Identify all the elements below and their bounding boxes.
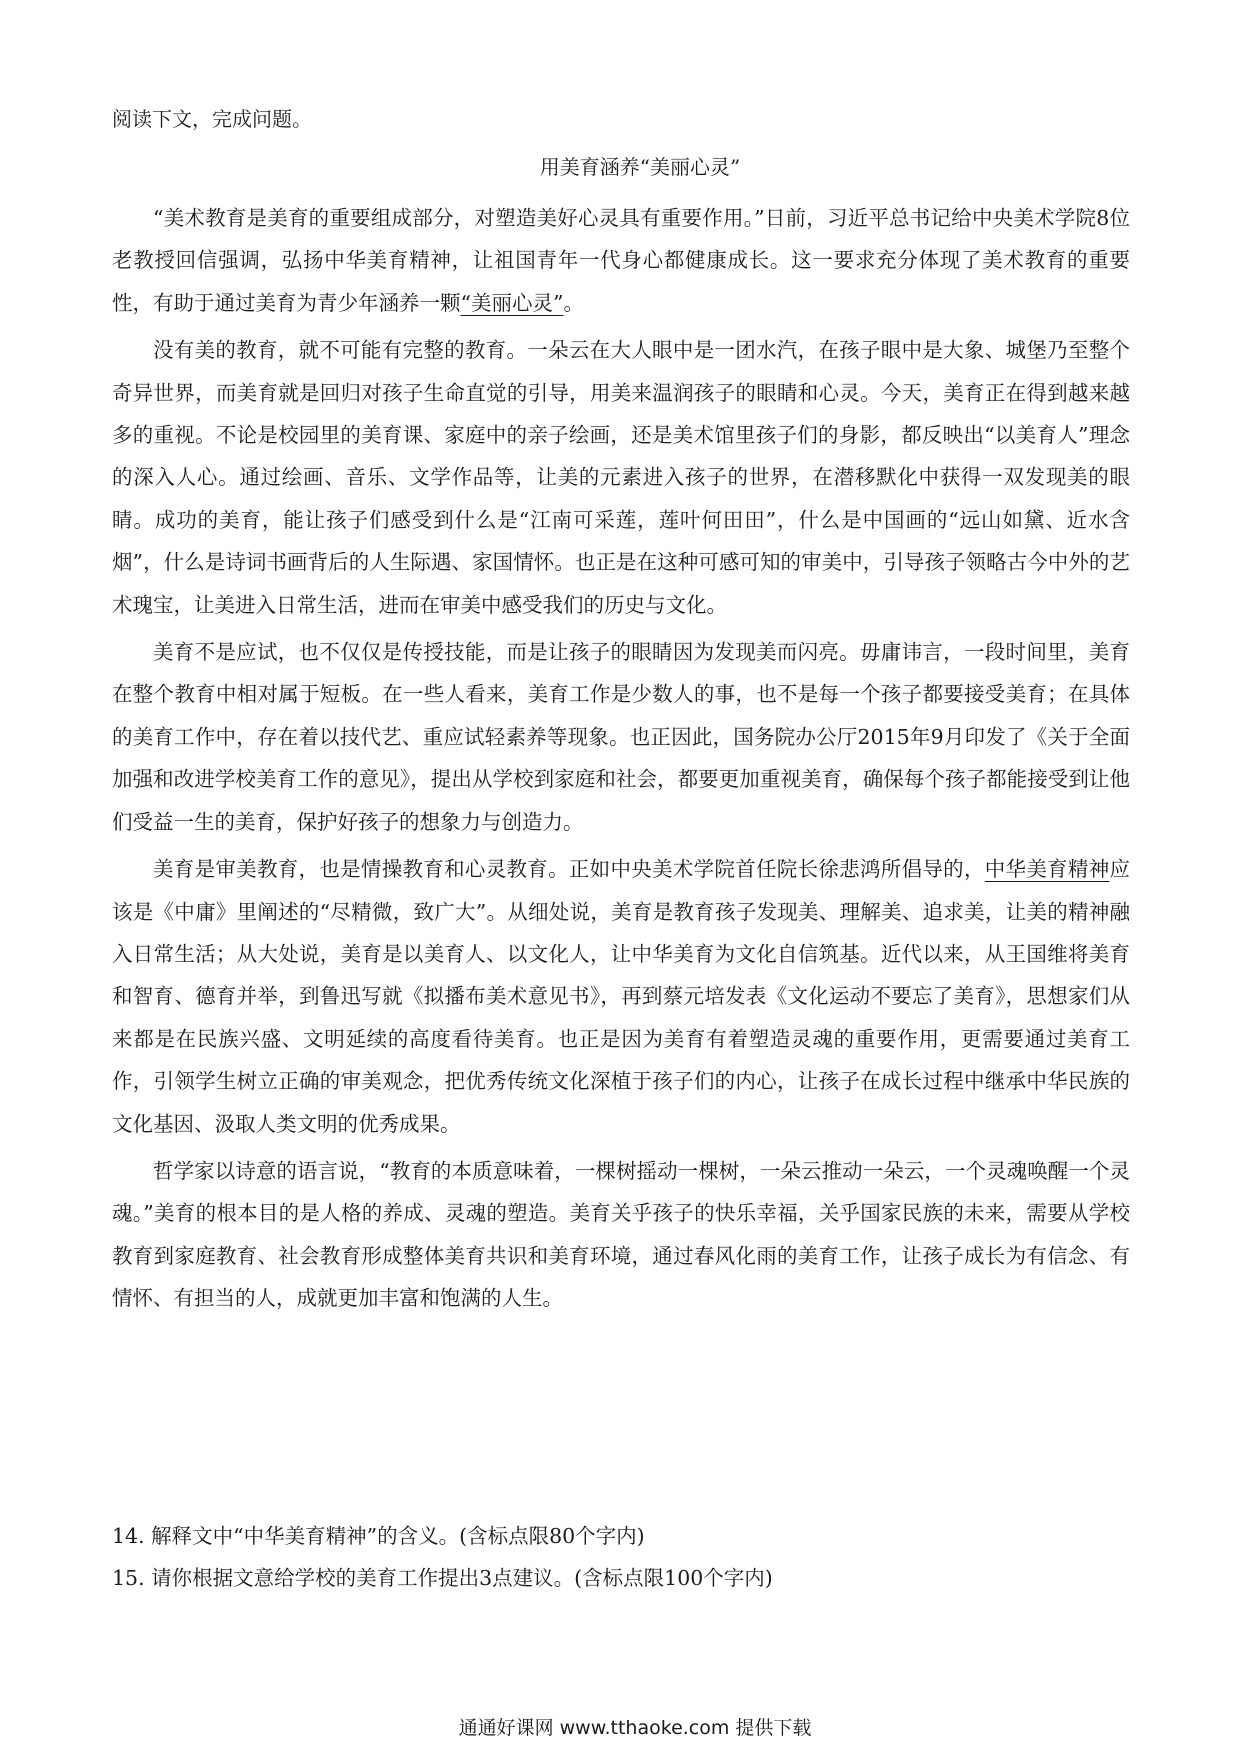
reading-instruction: 阅读下文，完成问题。 xyxy=(112,107,312,131)
paragraph-1-text: “美术教育是美育的重要组成部分，对塑造美好心灵具有重要作用。”日前，习近平总书记给中央美术学院8位老教授回信强调，弘扬中华美育精神，让祖国青年一代身心都健康成长。这一要求充分体现了美术教育的重要性，有助于通过美育为青少年涵养一颗 xyxy=(112,206,1130,315)
paragraph-4-rest: 应该是《中庸》里阐述的“尽精微，致广大”。从细处说，美育是教育孩子发现美、理解美、追求美，让美的精神融入日常生活；从大处说，美育是以美育人、以文化人，让中华美育为文化自信筑基。近代以来，从王国维将美育和智育、德育并举，到鲁迅写就《拟播布美术意见书》，再到蔡元培发表《文化运动不要忘了美育》，思想家们从来都是在民族兴盛、文明延续的高度看待美育。也正是因为美育有着塑造灵魂的重要作用，更需要通过美育工作，引领学生树立正确的审美观念，把优秀传统文化深植于孩子们的内心，让孩子在成长过程中继承中华民族的文化基因、汲取人类文明的优秀成果。 xyxy=(112,857,1131,1136)
paragraph-5: 哲学家以诗意的语言说，“教育的本质意味着，一棵树摇动一棵树，一朵云推动一朵云，一个灵魂唤醒一个灵魂。”美育的根本目的是人格的养成、灵魂的塑造。美育关乎孩子的快乐幸福，关乎国家民族的未来，需要从学校教育到家庭教育、社会教育形成整体美育共识和美育环境，通过春风化雨的美育工作，让孩子成长为有信念、有情怀、有担当的人，成就更加丰富和饱满的人生。 xyxy=(112,1158,1130,1311)
paragraph-4 xyxy=(112,848,1130,1145)
question-14: 14. 解释文中“中华美育精神”的含义。(含标点限80个字内) xyxy=(112,1524,645,1548)
paragraph-2: 没有美的教育，就不可能有完整的教育。一朵云在大人眼中是一团水汽，在孩子眼中是大象、城堡乃至整个奇异世界，而美育就是回归对孩子生命直觉的引导，用美来温润孩子的眼睛和心灵。今天，美育正在得到越来越多的重视。不论是校园里的美育课、家庭中的亲子绘画，还是美术馆里孩子们的身影，都反映出“以美育人”理念的深入人心。通过绘画、音乐、文学作品等，让美的元素进入孩子的世界，在潜移默化中获得一双发现美的眼睛。成功的美育，能让孩子们感受到什么是“江南可采莲，莲叶何田田”，什么是中国画的“远山如黛、近水含烟”，什么是诗词书画背后的人生际遇、家国情怀。也正是在这种可感可知的审美中，引导孩子领略古今中外的艺术瑰宝，让美进入日常生活，进而在审美中感受我们的历史与文化。 xyxy=(112,338,1130,617)
paragraph-3: 美育不是应试，也不仅仅是传授技能，而是让孩子的眼睛因为发现美而闪亮。毋庸讳言，一段时间里，美育在整个教育中相对属于短板。在一些人看来，美育工作是少数人的事，也不是每一个孩子都要接受美育；在具体的美育工作中，存在着以技代艺、重应试轻素养等现象。也正因此，国务院办公厅2015年9月印发了《关于全面加强和改进学校美育工作的意见》，提出从学校到家庭和社会，都要更加重视美育，确保每个孩子都能接受到让他们受益一生的美育，保护好孩子的想象力与创造力。 xyxy=(112,640,1130,834)
paragraph-1-end: 。 xyxy=(563,290,584,315)
question-15: 15. 请你根据文意给学校的美育工作提出3点建议。(含标点限100个字内) xyxy=(112,1566,773,1590)
question-list xyxy=(112,1515,1130,1599)
footer-source-note: 通通好课网 www.tthaoke.com 提供下载 xyxy=(458,1717,812,1739)
article-body xyxy=(112,197,1130,1325)
article-title: 用美育涵养“美丽心灵” xyxy=(539,155,741,179)
paragraph-4-text: 美育是审美教育，也是情操教育和心灵教育。正如中央美术学院首任院长徐悲鸿所倡导的， xyxy=(153,857,985,882)
paragraph-1 xyxy=(112,197,1130,324)
underlined-phrase-beautiful-soul: “美丽心灵” xyxy=(460,290,564,315)
underlined-phrase-aesthetic-spirit: 中华美育精神 xyxy=(984,857,1110,882)
